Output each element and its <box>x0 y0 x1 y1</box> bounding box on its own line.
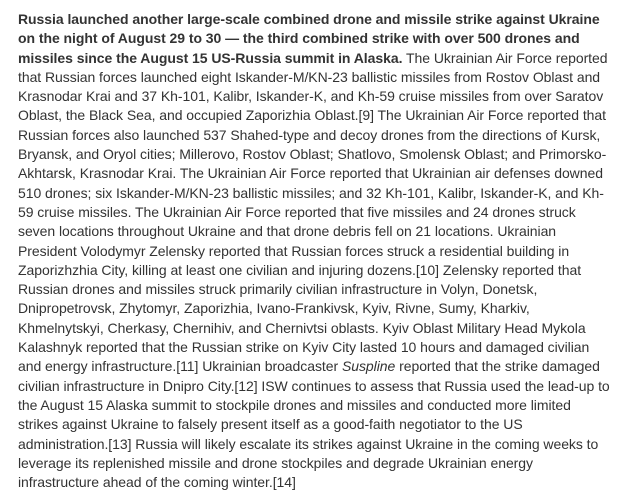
broadcaster-name: Suspline <box>341 358 396 375</box>
footnote-9: [9] <box>358 107 374 124</box>
footnote-14: [14] <box>272 474 296 491</box>
sentence-isw-assessment: ISW continues to assess that Russia used the lead-up to the August 15 Alaska summit to stockpile drones and missiles and conducted more limited strikes against Ukraine to falsely present itself as a good-faith negotiator to the US administration. <box>18 377 610 452</box>
lead-sentence: Russia launched another large-scale combined drone and missile strike against Ukraine on the night of August 29 to 30 — the third combined strike with over 500 drones and missiles since the August 15 US-Russia summit in Alaska. <box>18 11 600 66</box>
article-paragraph <box>18 10 611 492</box>
sentence-dnipro-damage: reported that the strike damaged civilian infrastructure in Dnipro City. <box>18 358 600 394</box>
sentence-zelensky-infrastructure: Zelensky reported that Russian drones and missiles struck primarily civilian infrastructure in Volyn, Donetsk, Dnipropetrovsk, Zhytomyr, Zaporizhia, Ivano-Frankivsk, Kyiv, Rivne, Sumy, Kharkiv, Khmelnytskyi, Cherkasy, Chernihiv, and Chernivtsi oblasts. Kyiv Oblast Military Head Mykola Kalashnyk reported that the Russian strike on Kyiv City lasted 10 hours and damaged civilian and energy infrastructure. <box>18 261 590 375</box>
footnote-10: [10] <box>415 261 439 278</box>
sentence-escalation-forecast: Russia will likely escalate its strikes against Ukraine in the coming weeks to leverage its replenished missile and drone stockpiles and degrade Ukrainian energy infrastructure ahead of the coming winter. <box>18 435 599 491</box>
sentence-air-force-missiles: The Ukrainian Air Force reported that Russian forces launched eight Iskander-M/KN-23 ballistic missiles from Rostov Oblast and Krasnodar Krai and 37 Kh-101, Kalibr, Iskander-K, and Kh-59 cruise missiles from over Saratov Oblast, the Black Sea, and occupied Zaporizhia Oblast. <box>18 49 608 124</box>
footnote-12: [12] <box>234 377 258 394</box>
sentence-broadcaster-intro: Ukrainian broadcaster <box>198 358 342 375</box>
sentence-drones-and-casualties: The Ukrainian Air Force reported that Russian forces also launched 537 Shahed-type and decoy drones from the directions of Kursk, Bryansk, and Oryol cities; Millerovo, Rostov Oblast; Shatlovo, Smolensk Oblast; and Primorsko-Akhtarsk, Krasnodar Krai. The Ukrainian Air Force reported that Ukrainian air defenses downed 510 drones; six Iskander-M/KN-23 ballistic missiles; and 32 Kh-101, Kalibr, Iskander-K, and Kh-59 cruise missiles. The Ukrainian Air Force reported that five missiles and 24 drones struck seven locations throughout Ukraine and that drone debris fell on 21 locations. Ukrainian President Volodymyr Zelensky reported that Russian forces struck a residential building in Zaporizhzhia City, killing at least one civilian and injuring dozens. <box>18 107 607 278</box>
footnote-13: [13] <box>108 435 132 452</box>
footnote-11: [11] <box>176 358 199 375</box>
